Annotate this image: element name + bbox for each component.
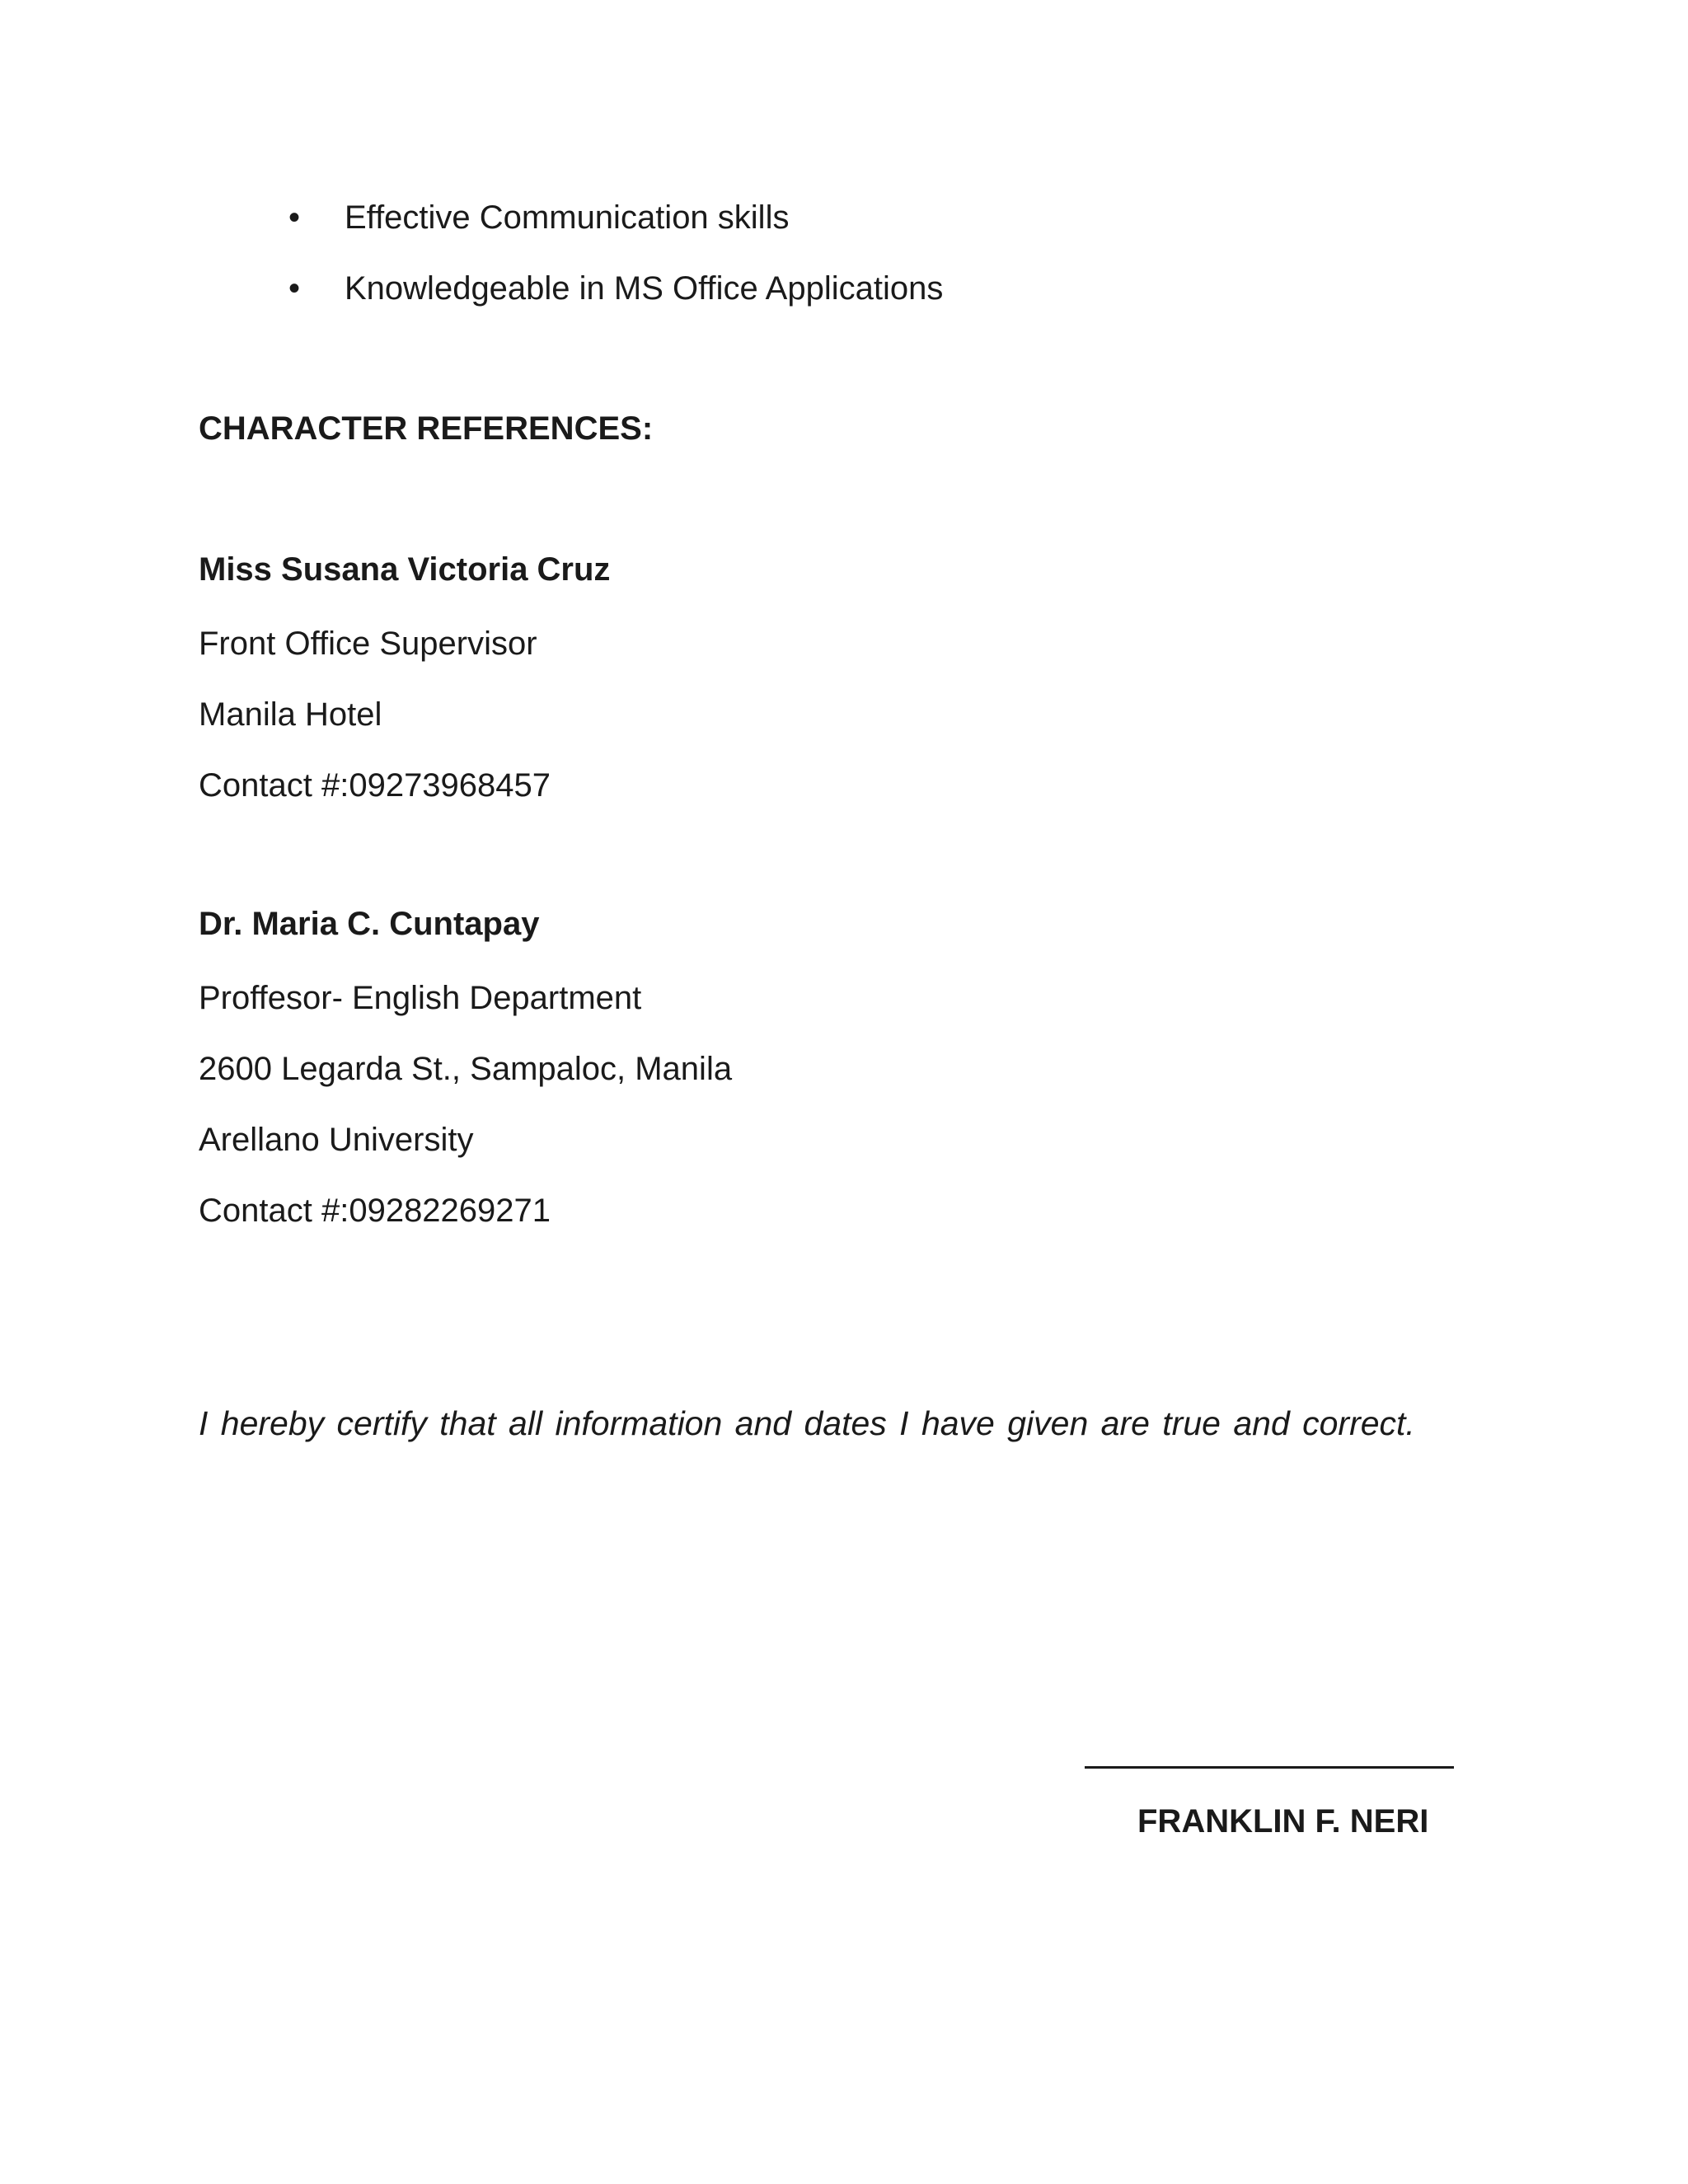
bullet-icon: • bbox=[288, 199, 301, 236]
reference-name: Miss Susana Victoria Cruz bbox=[199, 551, 611, 588]
reference-name: Dr. Maria C. Cuntapay bbox=[199, 906, 540, 942]
reference-position: Front Office Supervisor bbox=[199, 626, 537, 662]
signatory-name: FRANKLIN F. NERI bbox=[1137, 1803, 1429, 1840]
skill-text: Effective Communication skills bbox=[345, 199, 790, 236]
reference-entry bbox=[199, 898, 732, 1255]
reference-entry bbox=[199, 543, 610, 830]
reference-organization: Arellano University bbox=[199, 1122, 474, 1158]
reference-contact: Contact #:09282269271 bbox=[199, 1193, 551, 1229]
bullet-icon: • bbox=[288, 270, 301, 307]
skill-text: Knowledgeable in MS Office Applications bbox=[345, 270, 944, 307]
reference-address: 2600 Legarda St., Sampaloc, Manila bbox=[199, 1051, 733, 1087]
reference-position: Proffesor- English Department bbox=[199, 980, 642, 1016]
reference-contact: Contact #:09273968457 bbox=[199, 767, 551, 804]
certification-statement: I hereby certify that all information and dates I have given are true and correct. bbox=[199, 1404, 1415, 1442]
signature-line bbox=[1085, 1766, 1454, 1769]
character-references-heading: CHARACTER REFERENCES: bbox=[199, 410, 654, 447]
reference-organization: Manila Hotel bbox=[199, 696, 382, 733]
